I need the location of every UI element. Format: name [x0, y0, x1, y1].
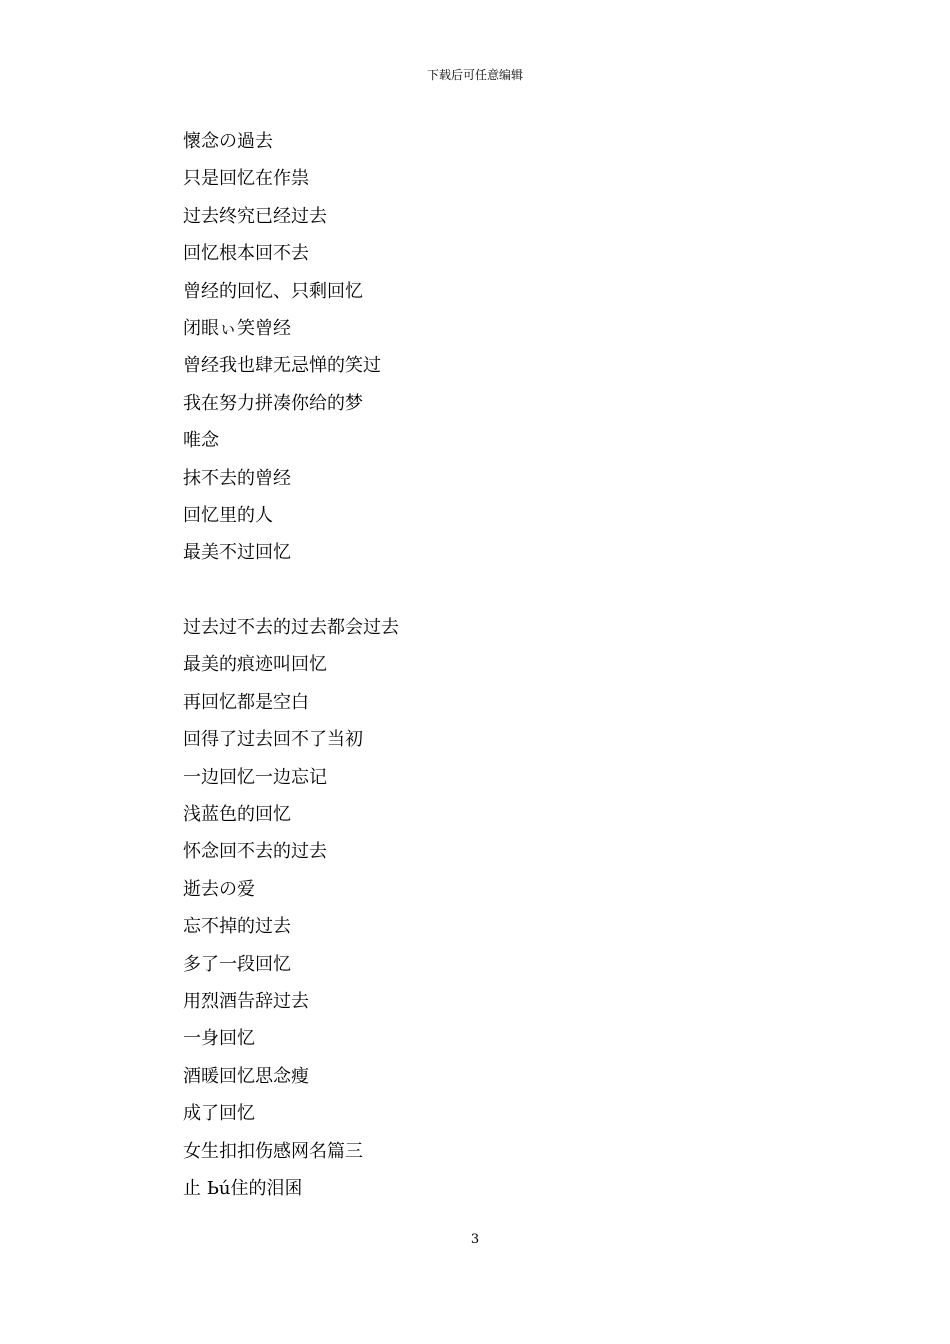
- text-line: 回忆根本回不去: [183, 243, 309, 265]
- text-line: 回得了过去回不了当初: [183, 729, 363, 751]
- text-line: 一边回忆一边忘记: [183, 766, 327, 788]
- text-line: 过去过不去的过去都会过去: [183, 617, 399, 639]
- text-line: 成了回忆: [183, 1103, 255, 1125]
- section-b: [183, 609, 783, 1207]
- text-line: 只是回忆在作祟: [183, 168, 309, 190]
- text-line: 酒暖回忆思念瘦: [183, 1065, 309, 1087]
- text-line: 最美不过回忆: [183, 542, 291, 564]
- text-line: 唯念: [183, 430, 219, 452]
- text-line: 逝去の爱: [183, 878, 255, 900]
- text-line: 抹不去的曾经: [183, 467, 291, 489]
- blank-line: [183, 572, 783, 609]
- text-line: 多了一段回忆: [183, 953, 291, 975]
- document-body: [183, 123, 783, 1207]
- text-line: 忘不掉的过去: [183, 916, 291, 938]
- text-line: 懷念の過去: [183, 131, 273, 152]
- text-line: 浅蓝色的回忆: [183, 804, 291, 826]
- text-line: 怀念回不去的过去: [183, 841, 327, 863]
- text-line: 止 Ьú住的泪囷: [183, 1177, 303, 1199]
- text-line: 曾经我也肆无忌惮的笑过: [183, 355, 381, 377]
- text-line: 最美的痕迹叫回忆: [183, 654, 327, 676]
- section-heading: 女生扣扣伤感网名篇三: [183, 1140, 363, 1162]
- page-number: 3: [470, 1232, 480, 1247]
- text-line: 用烈酒告辞过去: [183, 990, 309, 1012]
- text-line: 曾经的回忆、只剩回忆: [183, 280, 363, 302]
- page-header: 下载后可任意编辑: [426, 68, 523, 82]
- text-line: 一身回忆: [183, 1028, 255, 1050]
- text-line: 闭眼ぃ笑曾经: [183, 317, 291, 339]
- text-line: 回忆里的人: [183, 504, 273, 526]
- section-a: [183, 123, 783, 572]
- text-line: 过去终究已经过去: [183, 205, 327, 227]
- text-line: 再回忆都是空白: [183, 691, 309, 713]
- text-line: 我在努力拼凑你给的梦: [183, 392, 363, 414]
